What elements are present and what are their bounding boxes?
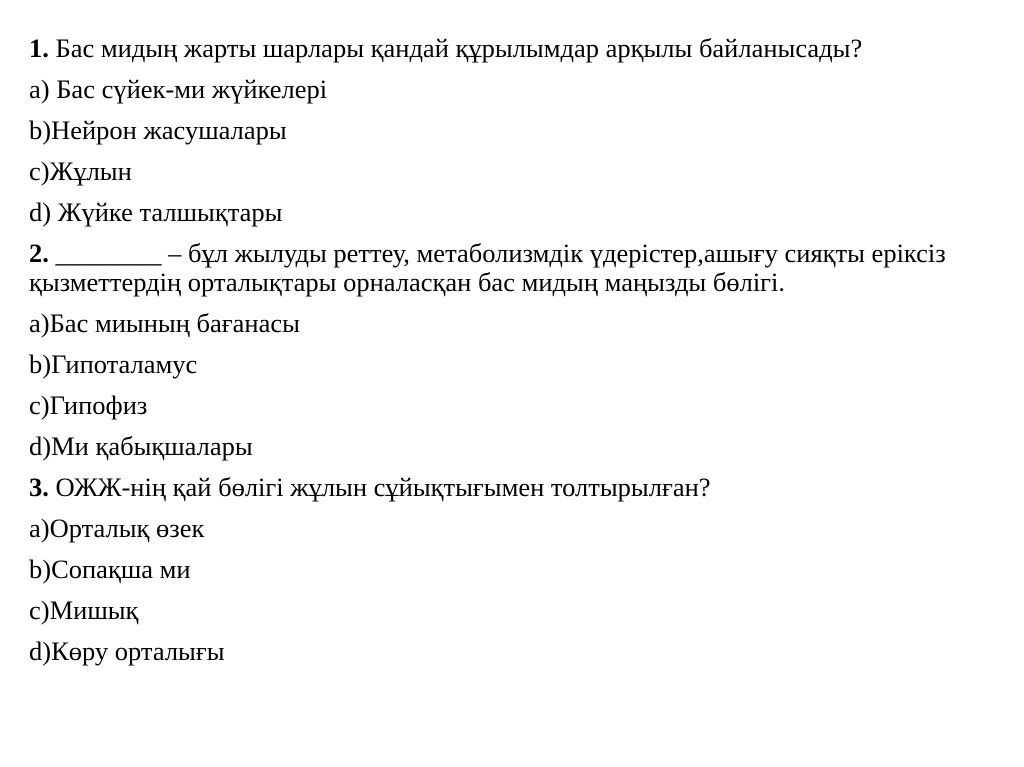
- question-3-option-d: [29, 637, 999, 666]
- question-2-option-a: [29, 309, 999, 338]
- option-letter: d): [29, 431, 52, 461]
- option-letter: c): [29, 390, 50, 420]
- option-letter: a): [29, 74, 50, 104]
- option-text: Ми қабықшалары: [51, 431, 253, 461]
- option-letter: d): [29, 636, 52, 666]
- question-2-option-c: [29, 391, 999, 420]
- question-number: 3.: [29, 472, 49, 502]
- option-letter: b): [29, 349, 52, 379]
- option-text: Нейрон жасушалары: [51, 115, 287, 145]
- question-1-option-b: [29, 116, 999, 145]
- question-text: ________ – бұл жылуды реттеу, метаболизмдік үдерістер,ашығу сияқты еріксіз қызметтердің орталықтары орналасқан бас мидың маңызды бөлігі.: [29, 238, 946, 297]
- question-text: ОЖЖ-нің қай бөлігі жұлын сұйықтығымен толтырылған?: [48, 472, 711, 502]
- question-3-option-c: [29, 596, 999, 625]
- question-2-option-b: [29, 350, 999, 379]
- option-letter: b): [29, 115, 52, 145]
- question-2-option-d: [29, 432, 999, 461]
- option-text: Бас миының бағанасы: [49, 308, 300, 338]
- option-letter: b): [29, 554, 52, 584]
- option-text: Бас сүйек-ми жүйкелері: [49, 74, 328, 104]
- option-text: Жұлын: [49, 156, 132, 186]
- question-1-option-a: [29, 75, 999, 104]
- option-letter: a): [29, 513, 50, 543]
- option-letter: c): [29, 156, 50, 186]
- question-2: [29, 239, 999, 297]
- question-1: [29, 34, 999, 63]
- question-3-option-a: [29, 514, 999, 543]
- option-text: Көру орталығы: [51, 636, 225, 666]
- option-text: Сопақша ми: [51, 554, 191, 584]
- question-3-option-b: [29, 555, 999, 584]
- question-number: 1.: [29, 33, 49, 63]
- option-letter: a): [29, 308, 50, 338]
- question-number: 2.: [29, 238, 49, 268]
- option-text: Жүйке талшықтары: [51, 197, 283, 227]
- question-1-option-c: [29, 157, 999, 186]
- option-text: Гипоталамус: [51, 349, 198, 379]
- option-letter: d): [29, 197, 52, 227]
- question-1-option-d: [29, 198, 999, 227]
- option-text: Орталық өзек: [49, 513, 205, 543]
- quiz-document: [29, 34, 999, 678]
- question-text: Бас мидың жарты шарлары қандай құрылымдар арқылы байланысады?: [48, 33, 863, 63]
- option-letter: c): [29, 595, 50, 625]
- question-3: [29, 473, 999, 502]
- option-text: Гипофиз: [49, 390, 148, 420]
- option-text: Мишық: [49, 595, 139, 625]
